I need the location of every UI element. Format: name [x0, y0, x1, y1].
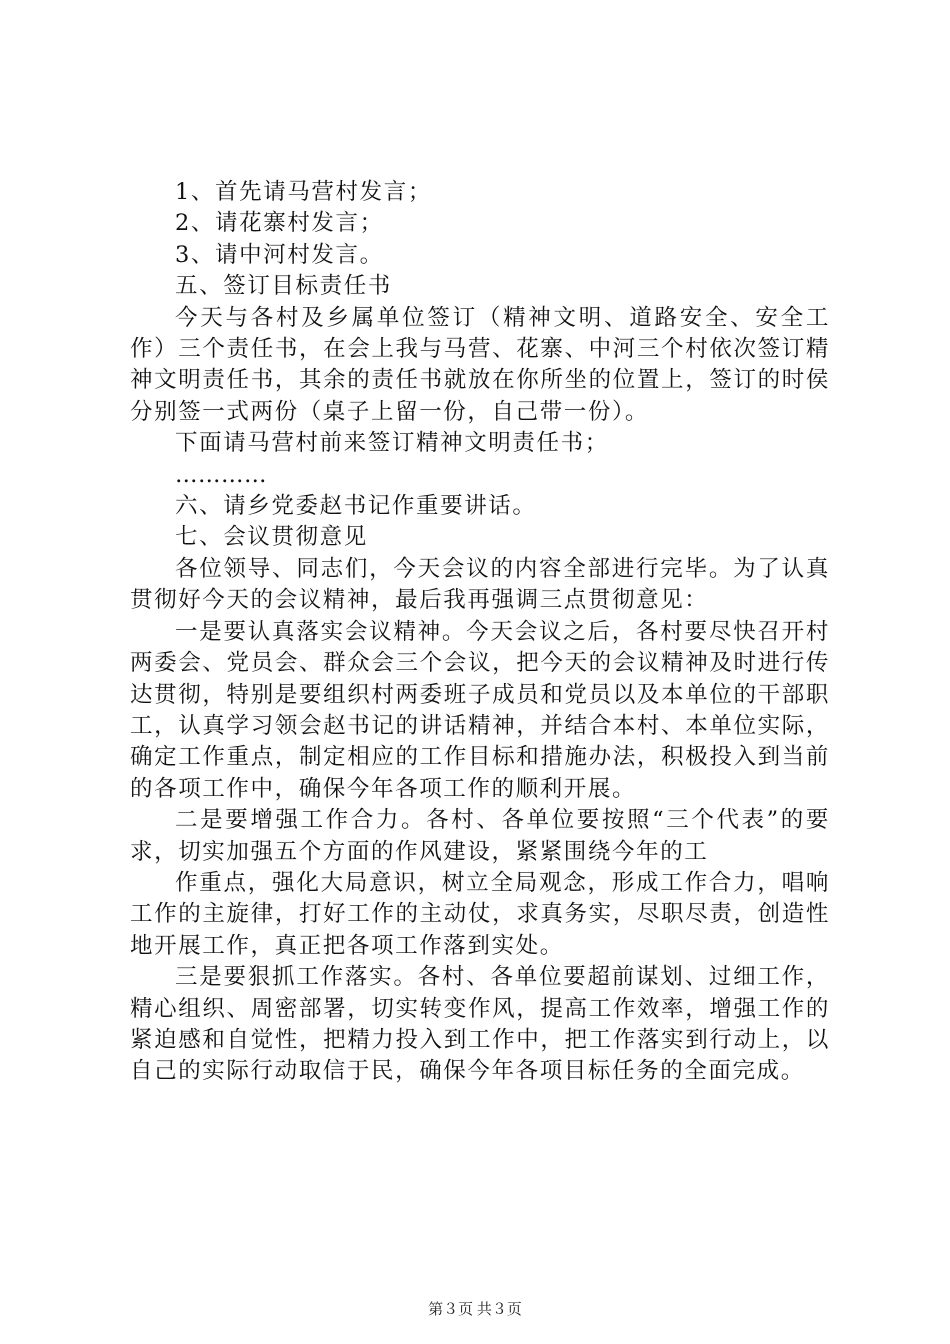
paragraph-closing-intro: 各位领导、同志们，今天会议的内容全部进行完毕。为了认真贯彻好今天的会议精神，最后我再强调三点贯彻意见： [130, 555, 830, 614]
paragraph-sign-agreements: 今天与各村及乡属单位签订（精神文明、道路安全、安全工作）三个责任书，在会上我与马营、花寨、中河三个村依次签订精神文明责任书，其余的责任书就放在你所坐的位置上，签订的时侯分别签一式两份（桌子上留一份，自己带一份）。 [130, 304, 830, 425]
section-heading-7: 七、会议贯彻意见 [175, 524, 368, 551]
page-footer: 第３页 共３页 [428, 1302, 522, 1318]
paragraph-point-3: 三是要狠抓工作落实。各村、各单位要超前谋划、过细工作，精心组织、周密部署，切实转变作风，提高工作效率，增强工作的紧迫感和自觉性，把精力投入到工作中，把工作落实到行动上，以自己的实际行动取信于民，确保今年各项目标任务的全面完成。 [130, 964, 830, 1085]
paragraph-point-1: 一是要认真落实会议精神。今天会议之后，各村要尽快召开村两委会、党员会、群众会三个会议，把今天的会议精神及时进行传达贯彻，特别是要组织村两委班子成员和党员以及本单位的干部职工，认真学习领会赵书记的讲话精神，并结合本村、本单位实际，确定工作重点，制定相应的工作目标和措施办法，积极投入到当前的各项工作中，确保今年各项工作的顺利开展。 [130, 618, 830, 802]
section-heading-6: 六、请乡党委赵书记作重要讲话。 [175, 493, 537, 520]
agenda-item-2: 2、请花寨村发言； [175, 210, 384, 237]
document-body [130, 177, 830, 1088]
paragraph-invite-signing: 下面请马营村前来签订精神文明责任书； [175, 430, 609, 457]
paragraph-point-2b: 作重点，强化大局意识，树立全局观念，形成工作合力，唱响工作的主旋律，打好工作的主动仗，求真务实，尽职尽责，创造性地开展工作，真正把各项工作落到实处。 [130, 869, 830, 959]
agenda-item-3: 3、请中河村发言。 [175, 241, 384, 268]
agenda-item-1: 1、首先请马营村发言； [175, 179, 432, 205]
ellipsis-line: ………… [175, 461, 267, 488]
section-heading-5: 五、签订目标责任书 [175, 273, 392, 300]
paragraph-point-2a: 二是要增强工作合力。各村、各单位要按照“三个代表”的要求，切实加强五个方面的作风建设，紧紧围绕今年的工 [130, 807, 830, 865]
